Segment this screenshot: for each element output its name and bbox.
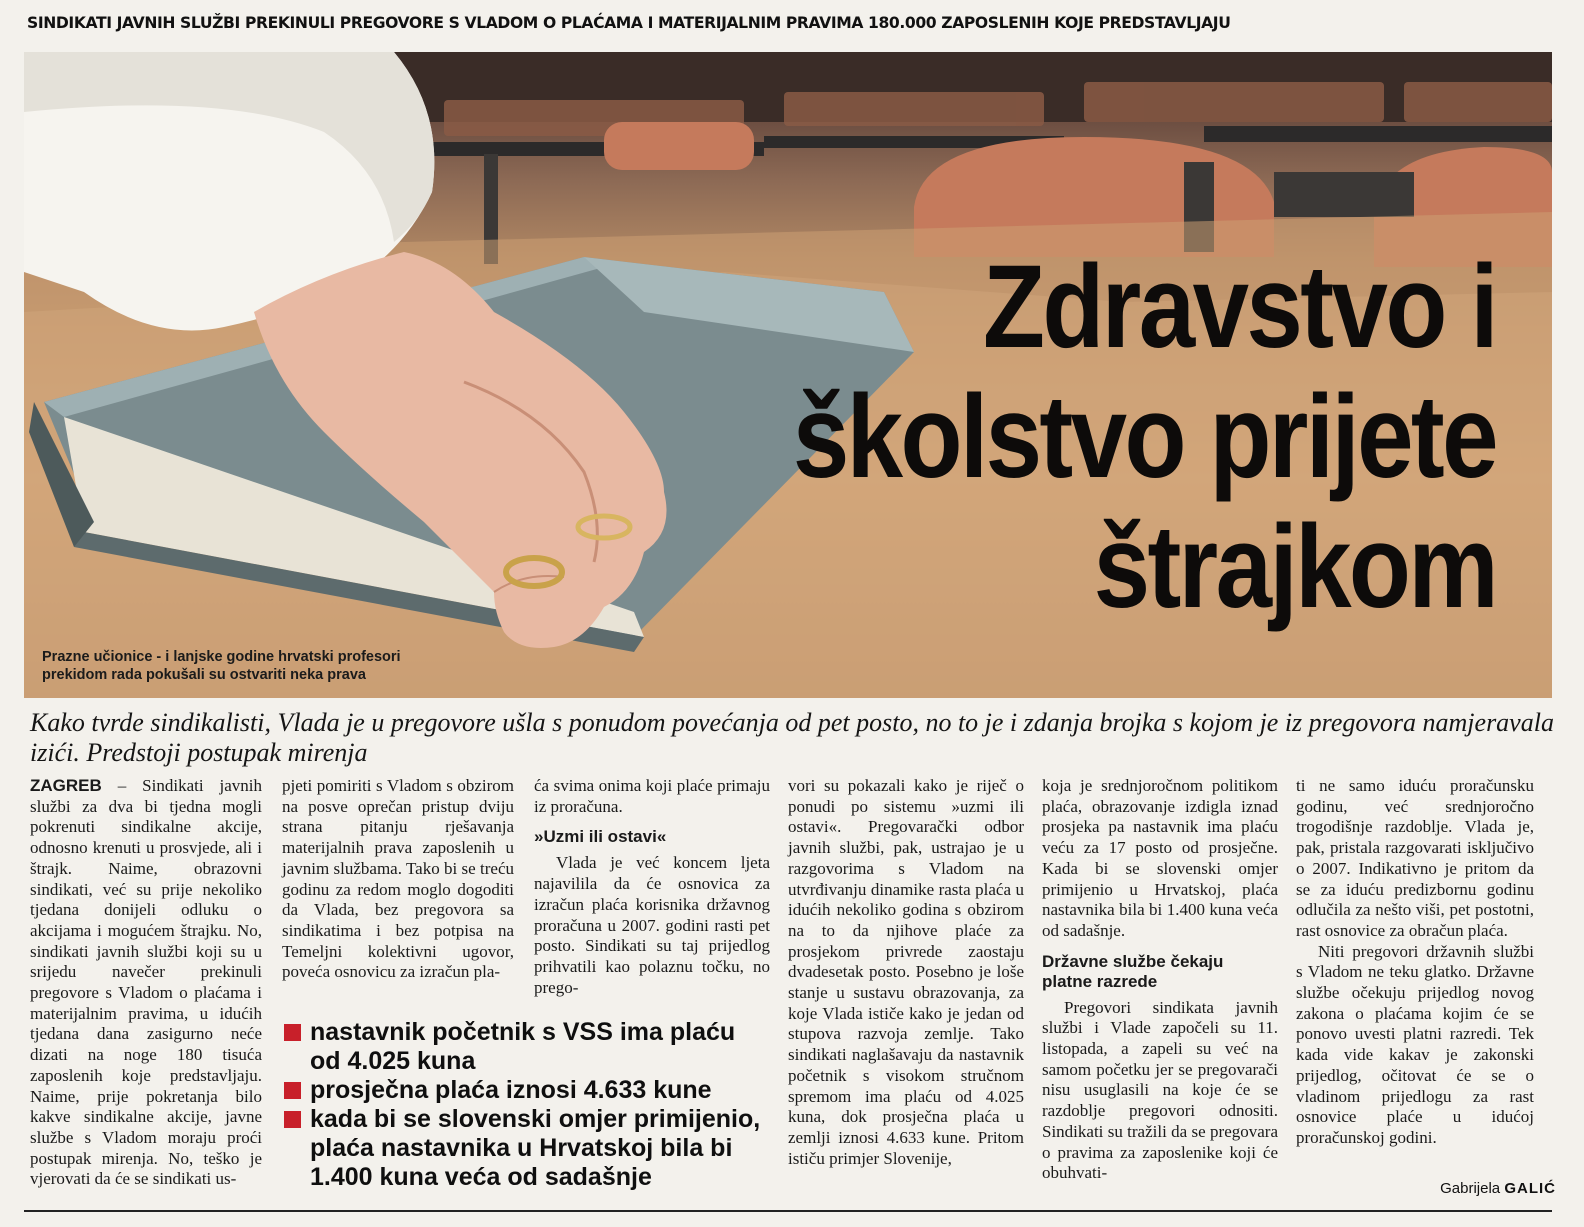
red-square-icon bbox=[284, 1111, 301, 1128]
column-4 bbox=[788, 776, 1024, 1169]
column-2 bbox=[282, 776, 514, 983]
lead-paragraph: Kako tvrde sindikalisti, Vlada je u pregovore ušla s ponudom povećanja od pet posto, no to je i zdanja brojka s kojom je iz pregovora namjeravala izići. Predstoji postupak mirenja bbox=[30, 708, 1554, 767]
column-2-text: pjeti pomiriti s Vladom s obzirom na posve oprečan pristup dviju strana pitanju rješavanja materijalnih prava zaposlenih u javnim službama. Tako bi se treću godinu za redom moglo dogoditi da Vlada, bez pregovora sa sindikatima i bez potpisa na Temeljni kolektivni ugovor, poveća osnovicu za izračun pla- bbox=[282, 776, 514, 982]
photo-credit bbox=[1534, 662, 1548, 698]
headline-line-3: štrajkom bbox=[1093, 501, 1496, 633]
column-3-text-1: ća svima onima koji plaće primaju iz proračuna. bbox=[534, 776, 770, 816]
column-3 bbox=[534, 776, 770, 998]
caption-line-1: Prazne učionice - i lanjske godine hrvatski profesori bbox=[42, 649, 401, 665]
article-photo bbox=[24, 52, 1552, 698]
byline-last-name: GALIĆ bbox=[1504, 1180, 1556, 1197]
byline-first-name: Gabrijela bbox=[1440, 1180, 1501, 1197]
subhead-drzavne-sluzbe: Državne službe čekaju platne razrede bbox=[1042, 951, 1224, 991]
byline bbox=[1440, 1180, 1556, 1197]
column-5-text-1: koja je srednjoročnom politikom plaća, obrazovanje izdigla iznad prosjeka pa nastavnik ima plaću veću za 17 posto od prosječne. Kada bi se slovenski omjer primijenio u Hrvatskoj, plaća nastavnika bila bi 1.400 kuna veća od sadašnje. bbox=[1042, 776, 1278, 940]
column-6 bbox=[1296, 776, 1534, 1149]
column-1-text: – Sindikati javnih službi za dva bi tjedna mogli pokrenuti sindikalne akcije, odnosno krenuti u prosvjede, ali i štrajk. Naime, obrazovni sindikati, već su prije nekoliko tjedana donijeli odluku o akcijama i mogućem štrajku. No, sindikati javnih službi koji su u srijedu navečer prekinuli pregovore s Vladom o plaćama i materijalnim pravima, u idućih tjedana dana zasigurno neće dizati na noge 180 tisuća zaposlenih koje predstavljaju. Naime, prije pokretanja bilo kakve sindikalne akcije, javne službe s Vladom moraju proći postupak mirenja. No, teško je vjerovati da će se sindikati us- bbox=[30, 776, 262, 1189]
fact-box bbox=[282, 1016, 762, 1194]
red-square-icon bbox=[284, 1024, 301, 1041]
column-6-text-2: Niti pregovori državnih službi s Vladom ne teku glatko. Državne službe očekuju prijedlog novog zakona o plaćama kojim će se ponovo uvesti platni razredi. Tek kada vide kakav je zakonski prijedlog, očitovat će se o vladinom prijedlogu za rast osnovice plaće u idućoj proračunskoj godini. bbox=[1296, 941, 1534, 1147]
column-1 bbox=[30, 776, 262, 1190]
photo-caption bbox=[42, 648, 562, 684]
bottom-rule bbox=[24, 1210, 1552, 1212]
caption-line-2: prekidom rada pokušali su ostvariti neka prava bbox=[42, 667, 366, 683]
fact-item: nastavnik početnik s VSS ima plaću od 4.025 kuna bbox=[282, 1018, 762, 1076]
fact-item: kada bi se slovenski omjer primijenio, plaća nastavnika u Hrvatskoj bila bi 1.400 kuna veća od sadašnje bbox=[282, 1105, 762, 1192]
red-square-icon bbox=[284, 1082, 301, 1099]
fact-item: prosječna plaća iznosi 4.633 kune bbox=[282, 1076, 762, 1105]
headline-line-1: Zdravstvo i bbox=[982, 241, 1496, 373]
headline bbox=[636, 242, 1496, 632]
kicker-title: SINDIKATI JAVNIH SLUŽBI PREKINULI PREGOVORE S VLADOM O PLAĆAMA I MATERIJALNIM PRAVIMA 180.000 ZAPOSLENIH KOJE PREDSTAVLJAJU bbox=[27, 14, 1231, 32]
dateline: ZAGREB bbox=[30, 776, 102, 795]
subhead-uzmi-ili-ostavi: »Uzmi ili ostavi« bbox=[534, 827, 667, 847]
column-5 bbox=[1042, 776, 1278, 1184]
column-6-text-1: ti ne samo iduću proračunsku godinu, već srednjoročno trogodišnje razdoblje. Vlada je, pak, pristala razgovarati isključivo o 2007. Indikativno je pritom da se za iduću predizbornu godinu odlučila za nešto viši, pet postotni, rast osnovice za obračun plaća. bbox=[1296, 776, 1534, 940]
column-3-text-2: Vlada je već koncem ljeta najavilila da će osnovica za izračun plaća korisnika državnog proračuna u 2007. godini rasti pet posto. Sindikati su taj prijedlog prihvatili kao polaznu točku, no prego- bbox=[534, 853, 770, 997]
column-5-text-2: Pregovori sindikata javnih službi i Vlade započeli su 11. listopada, a zapeli su već na samom početku jer se pregovarači nisu usuglasili na koje će se razdoblje pregovori odnositi. Sindikati su tražili da se pregovara o pravima za zaposlenike koji će obuhvati- bbox=[1042, 997, 1278, 1183]
headline-line-2: školstvo prijete bbox=[792, 371, 1496, 503]
column-4-text: vori su pokazali kako je riječ o ponudi po sistemu »uzmi ili ostavi«. Pregovarački odbor javnih službi, pak, ustrajao je u razgovorima s Vladom na utvrđivanju dinamike rasta plaća u idućih nekoliko godina s obzirom na to da njihove plaće za prosjekom privrede zaostaju dvadesetak posto. Posebno je loše stanje u sustavu obrazovanja, za koje Vlada ističe kako je jedan od stupova razvoja zemlje. Tako sindikati naglašavaju da nastavnik početnik s visokom stručnom spremom ima plaću od 4.025 kuna, dok prosječna plaća u zemlji iznosi 4.633 kune. Pritom ističu primjer Slovenije, bbox=[788, 776, 1024, 1168]
